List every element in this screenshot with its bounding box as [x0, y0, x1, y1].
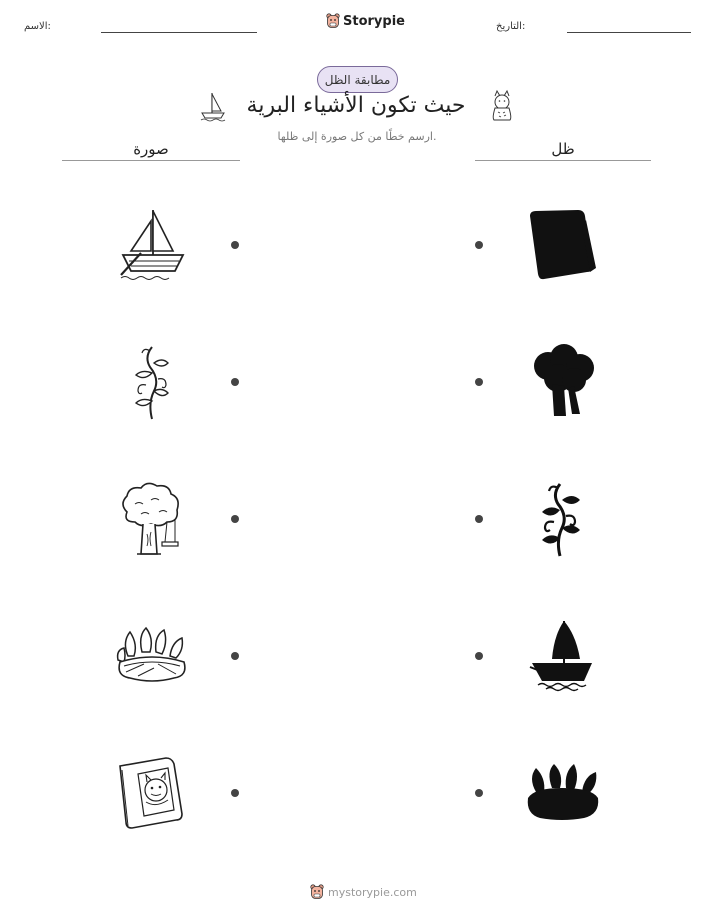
shadow-column-underline [475, 160, 651, 161]
footer [310, 884, 417, 900]
footer-url[interactable]: mystorypie.com [328, 885, 417, 899]
shadow-dot[interactable] [475, 652, 483, 660]
picture-column-underline [62, 160, 240, 161]
boat-shadow[interactable] [528, 619, 598, 691]
shadow-dot[interactable] [475, 789, 483, 797]
shadow-dot[interactable] [475, 241, 483, 249]
date-line[interactable] [567, 32, 691, 33]
shadow-dot[interactable] [475, 515, 483, 523]
crown-of-leaves-picture[interactable] [114, 626, 190, 684]
crown-shadow[interactable] [526, 762, 600, 822]
picture-dot[interactable] [231, 241, 239, 249]
name-line[interactable] [101, 32, 257, 33]
picture-dot[interactable] [231, 515, 239, 523]
bear-mascot-icon [326, 13, 340, 29]
picture-dot[interactable] [231, 378, 239, 386]
page-title: حيث تكون الأشياء البرية [246, 93, 466, 118]
name-label: الاسم: [24, 21, 51, 32]
picture-dot[interactable] [231, 789, 239, 797]
wild-thing-kid-icon [486, 90, 518, 122]
activity-badge: مطابقة الظل [317, 66, 398, 93]
tree-shadow[interactable] [530, 344, 596, 418]
shadow-column-heading: ظل [551, 140, 575, 158]
shadow-dot[interactable] [475, 378, 483, 386]
book-shadow[interactable] [526, 208, 600, 282]
brand-logo [326, 13, 405, 29]
vine-shadow[interactable] [540, 480, 584, 558]
tree-with-swing-picture[interactable] [117, 482, 185, 558]
bear-mascot-icon [310, 884, 324, 900]
boat-picture[interactable] [117, 207, 187, 281]
instructions: ارسم خطًا من كل صورة إلى ظلها. [277, 130, 437, 143]
picture-dot[interactable] [231, 652, 239, 660]
date-label: التاريخ: [496, 21, 526, 32]
boat-title-icon [199, 90, 227, 122]
brand-name: Storypie [343, 13, 405, 29]
vine-picture[interactable] [128, 343, 176, 421]
picture-column-heading: صورة [133, 140, 169, 158]
monster-book-picture[interactable] [116, 756, 186, 830]
